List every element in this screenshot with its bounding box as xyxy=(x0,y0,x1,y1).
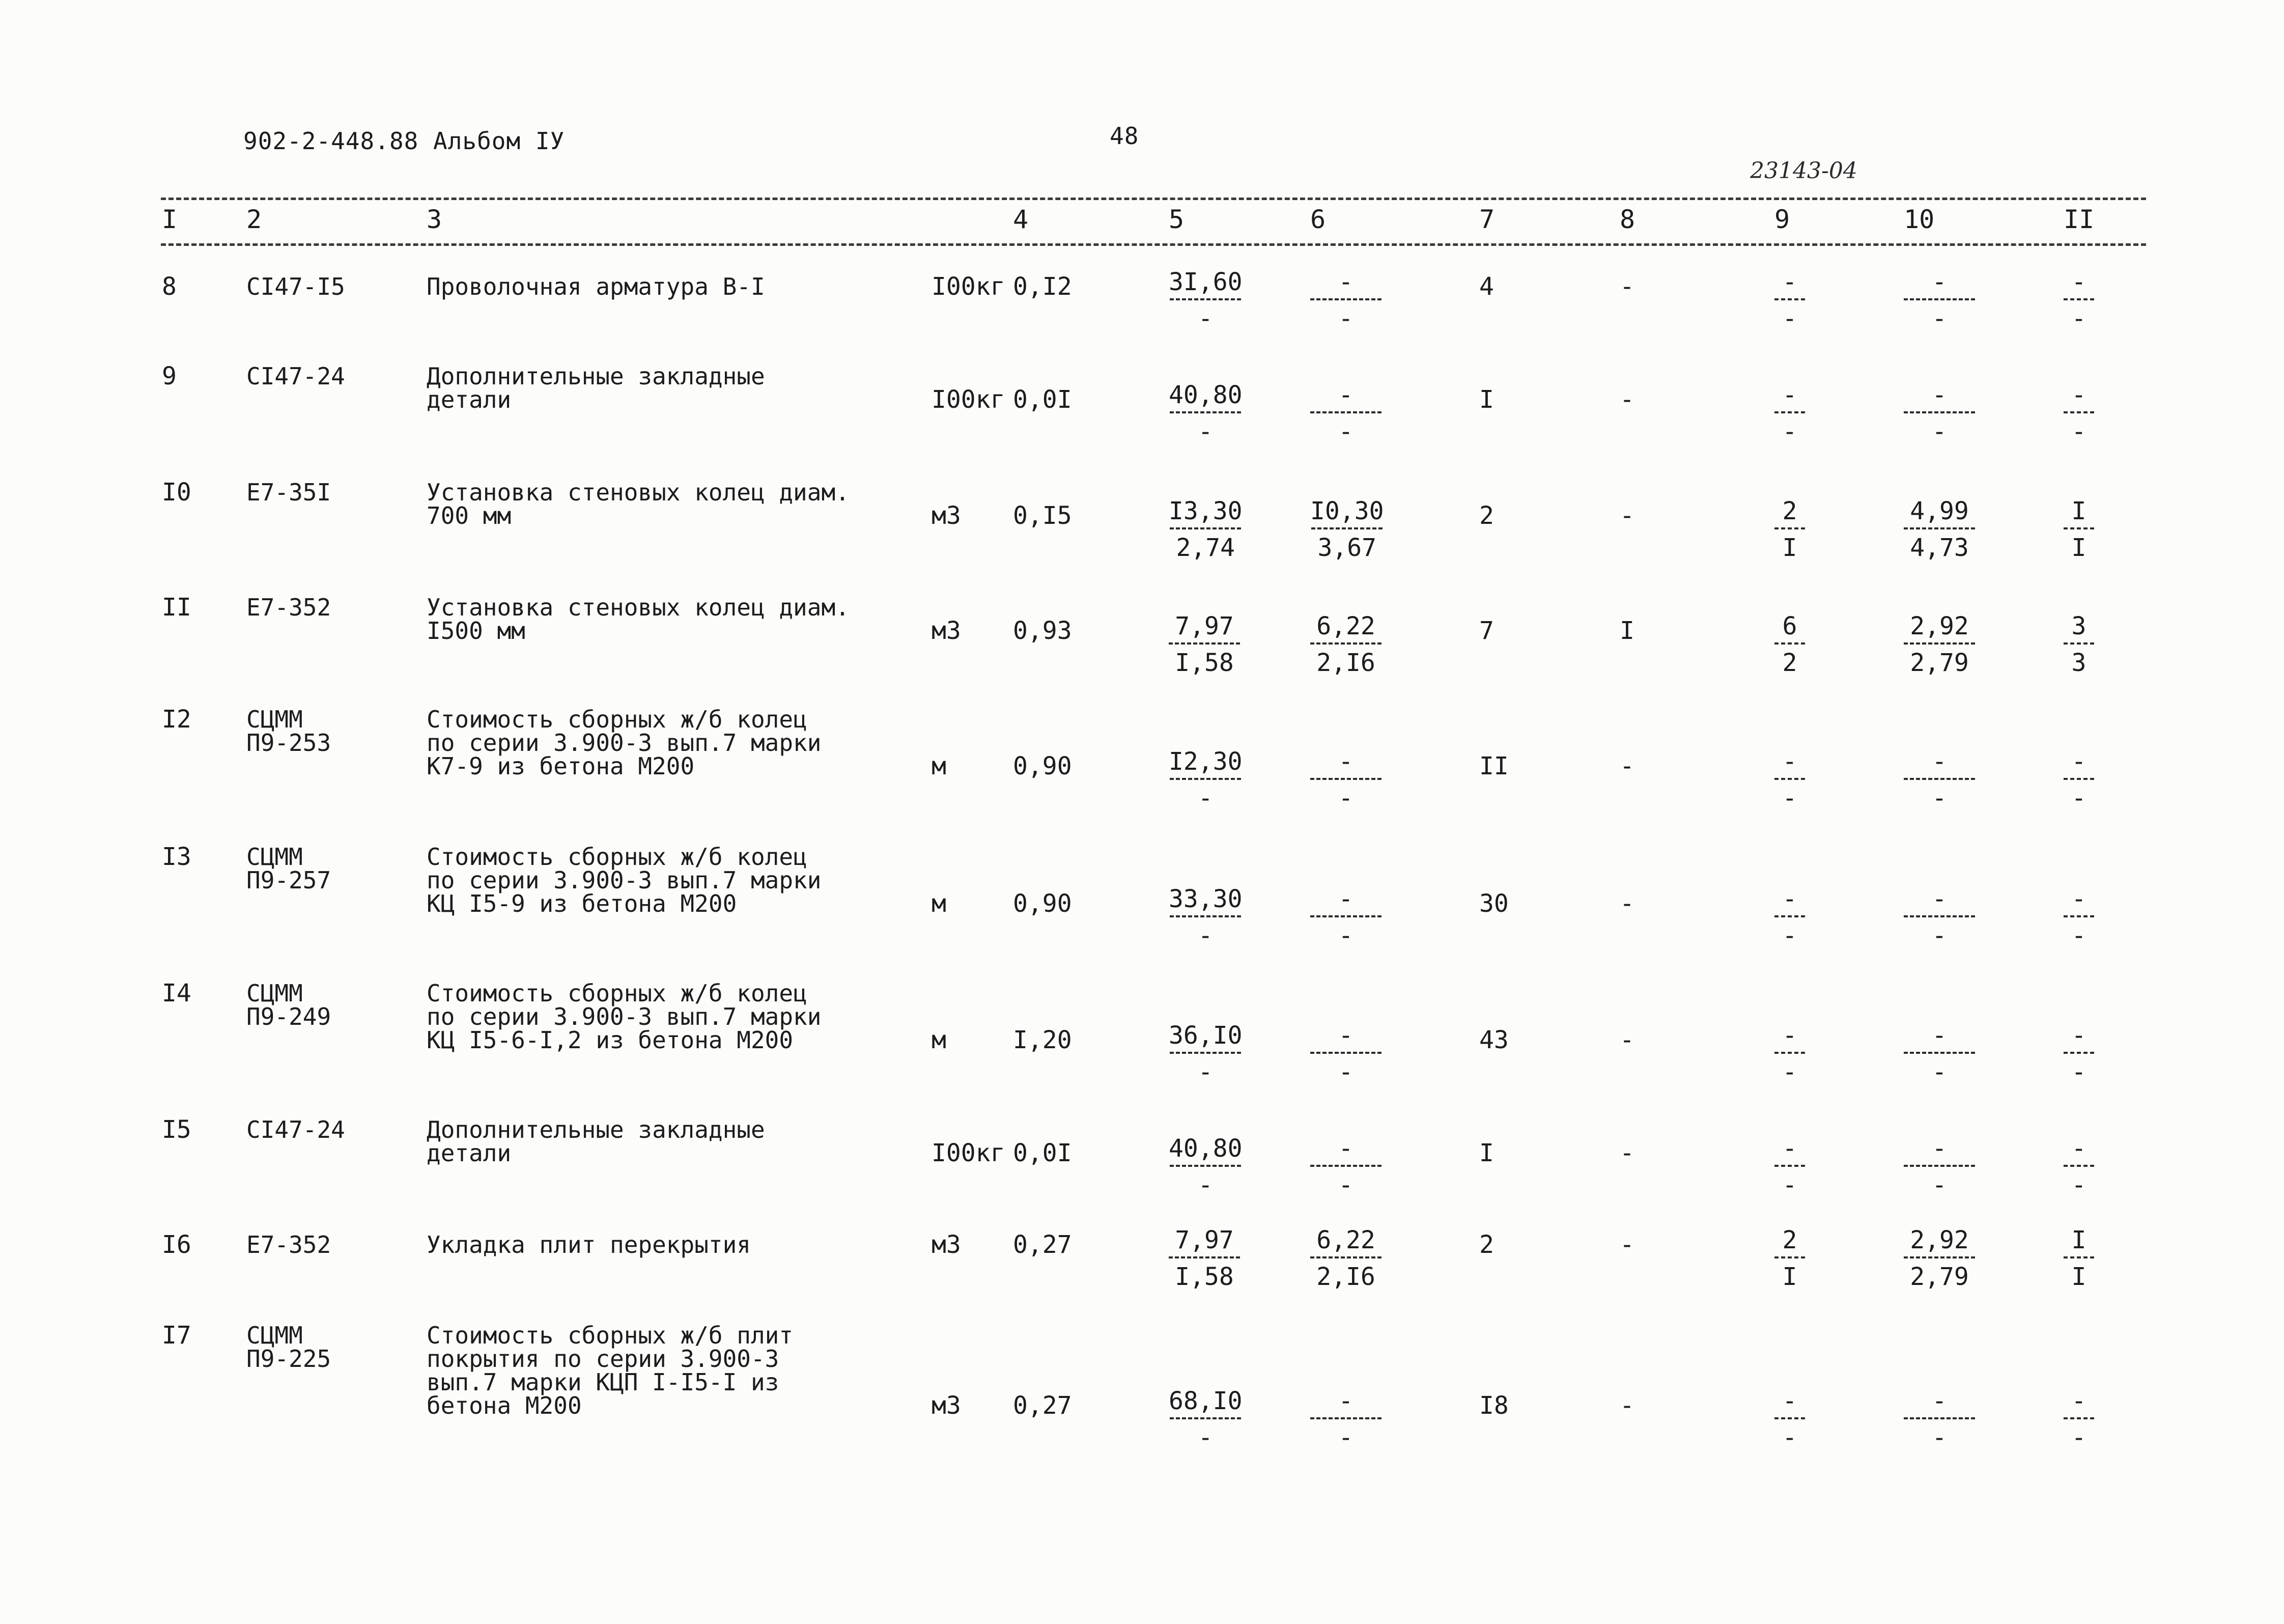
fraction-numerator: - xyxy=(1338,747,1354,776)
fraction-denominator: I xyxy=(1782,1263,1797,1291)
column-7-value: 7 xyxy=(1479,617,1494,645)
fraction-bar xyxy=(1904,778,1975,780)
fraction-cell-c11 xyxy=(2064,1135,2094,1198)
fraction-denominator: - xyxy=(1198,1171,1213,1199)
column-8-value: - xyxy=(1620,272,1634,301)
quantity: 0,27 xyxy=(1013,1391,1072,1420)
fraction-denominator: - xyxy=(1198,1423,1213,1452)
fraction-bar xyxy=(1310,642,1381,645)
fraction-denominator: - xyxy=(1338,784,1354,813)
fraction-bar xyxy=(1904,1165,1975,1167)
fraction-denominator: - xyxy=(1198,417,1213,446)
fraction-bar xyxy=(1310,778,1381,780)
fraction-cell-c6 xyxy=(1310,613,1381,676)
quantity: 0,90 xyxy=(1013,889,1072,918)
header-rule-bottom xyxy=(161,243,2146,246)
work-code: СЦММ П9-257 xyxy=(246,843,331,894)
fraction-bar xyxy=(1169,1256,1240,1258)
fraction-denominator: - xyxy=(1198,784,1213,813)
fraction-bar xyxy=(1170,778,1241,780)
fraction-denominator: - xyxy=(2071,417,2086,446)
unit-of-measure: I00кг xyxy=(932,385,1005,414)
fraction-bar xyxy=(1170,1417,1241,1419)
fraction-cell-c11 xyxy=(2064,613,2094,676)
row-number: I4 xyxy=(162,979,191,1007)
fraction-bar xyxy=(1904,1256,1975,1258)
quantity: 0,0I xyxy=(1013,1139,1072,1167)
fraction-cell-c6 xyxy=(1310,1388,1381,1451)
fraction-bar xyxy=(1170,298,1241,300)
column-8-value: - xyxy=(1620,1139,1634,1167)
unit-of-measure: м xyxy=(932,1026,946,1054)
fraction-bar xyxy=(1310,298,1381,300)
column-header-1: I xyxy=(162,205,178,234)
fraction-cell-c6 xyxy=(1310,1022,1381,1085)
fraction-denominator: - xyxy=(1932,417,1947,446)
fraction-cell-c11 xyxy=(2064,269,2094,332)
column-7-value: I xyxy=(1479,1139,1494,1167)
fraction-cell-c5 xyxy=(1169,1227,1240,1290)
handwritten-code: 23143-04 xyxy=(1750,158,1857,184)
column-8-value: - xyxy=(1620,889,1634,918)
work-description: Стоимость сборных ж/б колец по серии 3.900-3 вып.7 марки КЦ I5-6-I,2 из бетона М200 xyxy=(427,979,822,1054)
fraction-denominator: - xyxy=(1198,304,1213,333)
fraction-numerator: 68,I0 xyxy=(1169,1387,1243,1415)
work-description: Дополнительные закладные детали xyxy=(427,1116,765,1167)
fraction-numerator: 3 xyxy=(2071,612,2086,640)
fraction-numerator: 4,99 xyxy=(1910,497,1969,525)
column-header-8: 8 xyxy=(1620,205,1636,234)
fraction-bar xyxy=(2064,915,2094,917)
fraction-numerator: 2 xyxy=(1782,497,1797,525)
row-number: I6 xyxy=(162,1230,191,1259)
fraction-numerator: - xyxy=(1932,885,1947,913)
fraction-denominator: - xyxy=(1782,1058,1797,1086)
fraction-cell-c6 xyxy=(1310,886,1381,949)
fraction-bar xyxy=(1774,1165,1805,1167)
fraction-bar xyxy=(1774,642,1805,645)
fraction-denominator: - xyxy=(1338,1058,1354,1086)
work-code: Е7-352 xyxy=(246,594,331,621)
fraction-bar xyxy=(1310,1417,1381,1419)
fraction-denominator: - xyxy=(1198,1058,1213,1086)
fraction-denominator: - xyxy=(2071,1171,2086,1199)
fraction-cell-c9 xyxy=(1774,613,1805,676)
column-8-value: - xyxy=(1620,1391,1634,1420)
fraction-cell-c5 xyxy=(1169,1022,1243,1085)
fraction-bar xyxy=(1904,527,1975,529)
page-number: 48 xyxy=(1110,122,1139,150)
fraction-numerator: - xyxy=(1932,381,1947,409)
fraction-bar xyxy=(1774,298,1805,300)
fraction-denominator: 2,79 xyxy=(1910,1263,1969,1291)
column-header-11: II xyxy=(2064,205,2095,234)
column-7-value: 43 xyxy=(1479,1026,1509,1054)
fraction-denominator: 3,67 xyxy=(1317,534,1377,562)
fraction-denominator: - xyxy=(1198,921,1213,950)
fraction-denominator: - xyxy=(2071,1423,2086,1452)
work-code: СЦММ П9-253 xyxy=(246,706,331,757)
fraction-numerator: - xyxy=(1782,747,1797,776)
fraction-numerator: I2,30 xyxy=(1169,747,1243,776)
fraction-numerator: - xyxy=(1782,885,1797,913)
fraction-denominator: - xyxy=(1932,1171,1947,1199)
fraction-denominator: 2,79 xyxy=(1910,649,1969,677)
fraction-denominator: - xyxy=(1338,304,1354,333)
fraction-numerator: 33,30 xyxy=(1169,885,1243,913)
fraction-numerator: - xyxy=(1338,381,1354,409)
unit-of-measure: м3 xyxy=(932,617,961,645)
fraction-numerator: - xyxy=(1932,1021,1947,1050)
fraction-denominator: - xyxy=(1932,1423,1947,1452)
column-8-value: - xyxy=(1620,1026,1634,1054)
fraction-denominator: I,58 xyxy=(1175,1263,1234,1291)
work-code: СЦММ П9-225 xyxy=(246,1322,331,1373)
fraction-bar xyxy=(2064,1165,2094,1167)
fraction-cell-c9 xyxy=(1774,269,1805,332)
fraction-bar xyxy=(2064,298,2094,300)
fraction-numerator: 40,80 xyxy=(1169,1134,1243,1163)
fraction-bar xyxy=(1904,915,1975,917)
fraction-numerator: - xyxy=(2071,1134,2086,1163)
fraction-numerator: 6,22 xyxy=(1316,612,1375,640)
fraction-numerator: - xyxy=(1338,885,1354,913)
fraction-bar xyxy=(1774,411,1805,413)
column-7-value: I xyxy=(1479,385,1494,414)
fraction-denominator: - xyxy=(1932,921,1947,950)
fraction-bar xyxy=(2064,1417,2094,1419)
work-code: СЦММ П9-249 xyxy=(246,979,331,1030)
column-header-2: 2 xyxy=(246,205,262,234)
fraction-cell-c5 xyxy=(1169,498,1243,561)
fraction-numerator: - xyxy=(1338,1134,1354,1163)
fraction-numerator: 6 xyxy=(1782,612,1797,640)
fraction-cell-c9 xyxy=(1774,498,1805,561)
fraction-bar xyxy=(2064,1256,2094,1258)
quantity: 0,27 xyxy=(1013,1230,1072,1259)
fraction-cell-c6 xyxy=(1310,498,1384,561)
fraction-numerator: I0,30 xyxy=(1310,497,1384,525)
fraction-denominator: - xyxy=(1782,1423,1797,1452)
fraction-denominator: - xyxy=(1782,1171,1797,1199)
fraction-numerator: - xyxy=(2071,268,2086,296)
fraction-numerator: 40,80 xyxy=(1169,381,1243,409)
fraction-bar xyxy=(1170,1165,1241,1167)
column-8-value: - xyxy=(1620,752,1634,780)
fraction-numerator: 2,92 xyxy=(1910,612,1969,640)
fraction-bar xyxy=(2064,642,2094,645)
work-description: Стоимость сборных ж/б плит покрытия по серии 3.900-3 вып.7 марки КЦП I-I5-I из бетона М200 xyxy=(427,1322,794,1419)
fraction-cell-c5 xyxy=(1169,1135,1243,1198)
fraction-denominator: - xyxy=(2071,784,2086,813)
column-8-value: I xyxy=(1620,617,1634,645)
fraction-numerator: 2,92 xyxy=(1910,1226,1969,1254)
column-7-value: 30 xyxy=(1479,889,1509,918)
fraction-denominator: 2,I6 xyxy=(1316,1263,1375,1291)
fraction-cell-c10 xyxy=(1904,1135,1975,1198)
fraction-cell-c10 xyxy=(1904,613,1975,676)
unit-of-measure: м3 xyxy=(932,1391,961,1420)
unit-of-measure: I00кг xyxy=(932,1139,1005,1167)
fraction-cell-c6 xyxy=(1310,748,1381,811)
quantity: 0,93 xyxy=(1013,617,1072,645)
fraction-cell-c9 xyxy=(1774,1135,1805,1198)
quantity: 0,I5 xyxy=(1013,501,1072,530)
unit-of-measure: м3 xyxy=(932,501,961,530)
work-description: Дополнительные закладные детали xyxy=(427,362,765,413)
fraction-denominator: I xyxy=(1782,534,1797,562)
fraction-cell-c11 xyxy=(2064,382,2094,445)
fraction-cell-c11 xyxy=(2064,886,2094,949)
fraction-bar xyxy=(1169,642,1240,645)
unit-of-measure: м3 xyxy=(932,1230,961,1259)
fraction-denominator: 2,I6 xyxy=(1316,649,1375,677)
fraction-denominator: - xyxy=(1932,784,1947,813)
fraction-numerator: - xyxy=(2071,1387,2086,1415)
fraction-numerator: - xyxy=(1782,1387,1797,1415)
column-header-6: 6 xyxy=(1310,205,1326,234)
fraction-cell-c11 xyxy=(2064,1227,2094,1290)
fraction-cell-c11 xyxy=(2064,498,2094,561)
fraction-bar xyxy=(1904,1417,1975,1419)
work-code: Е7-352 xyxy=(246,1231,331,1258)
fraction-denominator: 2 xyxy=(1782,649,1797,677)
fraction-denominator: - xyxy=(1932,1058,1947,1086)
column-header-9: 9 xyxy=(1774,205,1790,234)
fraction-bar xyxy=(2064,1052,2094,1054)
quantity: 0,90 xyxy=(1013,752,1072,780)
fraction-denominator: 2,74 xyxy=(1176,534,1235,562)
fraction-denominator: - xyxy=(1782,784,1797,813)
column-8-value: - xyxy=(1620,1230,1634,1259)
fraction-cell-c9 xyxy=(1774,1227,1805,1290)
fraction-denominator: - xyxy=(1782,417,1797,446)
fraction-cell-c10 xyxy=(1904,269,1975,332)
fraction-cell-c9 xyxy=(1774,382,1805,445)
fraction-cell-c6 xyxy=(1310,1227,1381,1290)
work-code: СI47-I5 xyxy=(246,273,345,300)
fraction-bar xyxy=(1904,298,1975,300)
column-header-3: 3 xyxy=(427,205,442,234)
document-reference: 902-2-448.88 Альбом IУ xyxy=(243,127,565,155)
fraction-bar xyxy=(1774,778,1805,780)
row-number: I7 xyxy=(162,1321,191,1350)
work-description: Стоимость сборных ж/б колец по серии 3.900-3 вып.7 марки К7-9 из бетона М200 xyxy=(427,706,822,780)
fraction-numerator: - xyxy=(1338,1387,1354,1415)
header-rule-top xyxy=(161,198,2146,200)
work-description: Стоимость сборных ж/б колец по серии 3.900-3 вып.7 марки КЦ I5-9 из бетона М200 xyxy=(427,843,822,917)
row-number: I5 xyxy=(162,1115,191,1144)
fraction-cell-c5 xyxy=(1169,886,1243,949)
fraction-bar xyxy=(1170,411,1241,413)
work-description: Проволочная арматура В-I xyxy=(427,273,765,300)
fraction-cell-c5 xyxy=(1169,382,1243,445)
fraction-cell-c9 xyxy=(1774,1388,1805,1451)
fraction-cell-c5 xyxy=(1169,613,1240,676)
fraction-bar xyxy=(1774,915,1805,917)
fraction-denominator: - xyxy=(1782,921,1797,950)
fraction-numerator: I3,30 xyxy=(1169,497,1243,525)
fraction-bar xyxy=(1774,527,1805,529)
column-8-value: - xyxy=(1620,385,1634,414)
fraction-numerator: - xyxy=(1782,1134,1797,1163)
fraction-numerator: - xyxy=(1782,1021,1797,1050)
fraction-numerator: I xyxy=(2071,1226,2086,1254)
quantity: 0,0I xyxy=(1013,385,1072,414)
work-description: Укладка плит перекрытия xyxy=(427,1231,751,1258)
column-7-value: I8 xyxy=(1479,1391,1509,1420)
row-number: I2 xyxy=(162,705,191,734)
unit-of-measure: I00кг xyxy=(932,272,1005,301)
fraction-numerator: - xyxy=(2071,885,2086,913)
fraction-cell-c5 xyxy=(1169,269,1243,332)
fraction-numerator: 6,22 xyxy=(1316,1226,1375,1254)
fraction-cell-c11 xyxy=(2064,748,2094,811)
fraction-denominator: I xyxy=(2071,1263,2086,1291)
fraction-cell-c11 xyxy=(2064,1388,2094,1451)
column-8-value: - xyxy=(1620,501,1634,530)
fraction-bar xyxy=(1904,1052,1975,1054)
fraction-bar xyxy=(1170,1052,1241,1054)
quantity: I,20 xyxy=(1013,1026,1072,1054)
fraction-bar xyxy=(1311,527,1383,529)
fraction-numerator: I xyxy=(2071,497,2086,525)
fraction-cell-c10 xyxy=(1904,748,1975,811)
fraction-cell-c6 xyxy=(1310,1135,1381,1198)
fraction-bar xyxy=(2064,778,2094,780)
fraction-numerator: - xyxy=(1782,268,1797,296)
fraction-numerator: - xyxy=(1782,381,1797,409)
fraction-numerator: 2 xyxy=(1782,1226,1797,1254)
column-header-10: 10 xyxy=(1904,205,1935,234)
work-code: СI47-24 xyxy=(246,362,345,390)
work-description: Установка стеновых колец диам. I500 мм xyxy=(427,594,850,645)
fraction-cell-c5 xyxy=(1169,748,1243,811)
work-description: Установка стеновых колец диам. 700 мм xyxy=(427,479,850,529)
fraction-cell-c10 xyxy=(1904,382,1975,445)
fraction-cell-c11 xyxy=(2064,1022,2094,1085)
fraction-cell-c10 xyxy=(1904,1388,1975,1451)
row-number: 8 xyxy=(162,272,177,301)
fraction-denominator: - xyxy=(1338,1423,1354,1452)
fraction-denominator: - xyxy=(2071,921,2086,950)
fraction-numerator: - xyxy=(2071,747,2086,776)
fraction-numerator: - xyxy=(2071,381,2086,409)
fraction-cell-c10 xyxy=(1904,1022,1975,1085)
fraction-numerator: 36,I0 xyxy=(1169,1021,1243,1050)
fraction-bar xyxy=(1310,915,1381,917)
work-code: Е7-35I xyxy=(246,479,331,506)
fraction-numerator: - xyxy=(1338,1021,1354,1050)
fraction-cell-c9 xyxy=(1774,1022,1805,1085)
quantity: 0,I2 xyxy=(1013,272,1072,301)
fraction-denominator: I xyxy=(2071,534,2086,562)
fraction-cell-c9 xyxy=(1774,748,1805,811)
fraction-bar xyxy=(2064,411,2094,413)
fraction-denominator: - xyxy=(2071,1058,2086,1086)
fraction-numerator: - xyxy=(1338,268,1354,296)
column-7-value: 2 xyxy=(1479,501,1494,530)
fraction-bar xyxy=(1904,642,1975,645)
column-header-7: 7 xyxy=(1479,205,1495,234)
row-number: I3 xyxy=(162,843,191,871)
column-header-4: 4 xyxy=(1013,205,1029,234)
fraction-numerator: 7,97 xyxy=(1175,1226,1234,1254)
fraction-bar xyxy=(1904,411,1975,413)
fraction-denominator: - xyxy=(1932,304,1947,333)
fraction-bar xyxy=(1774,1417,1805,1419)
fraction-denominator: - xyxy=(1782,304,1797,333)
fraction-cell-c5 xyxy=(1169,1388,1243,1451)
fraction-denominator: 3 xyxy=(2071,649,2086,677)
fraction-bar xyxy=(1310,1052,1381,1054)
fraction-cell-c10 xyxy=(1904,498,1975,561)
column-7-value: 2 xyxy=(1479,1230,1494,1259)
fraction-cell-c6 xyxy=(1310,382,1381,445)
fraction-cell-c6 xyxy=(1310,269,1381,332)
row-number: I0 xyxy=(162,478,191,507)
fraction-denominator: - xyxy=(1338,1171,1354,1199)
fraction-denominator: - xyxy=(2071,304,2086,333)
fraction-bar xyxy=(1310,411,1381,413)
column-7-value: 4 xyxy=(1479,272,1494,301)
unit-of-measure: м xyxy=(932,889,946,918)
fraction-bar xyxy=(1774,1256,1805,1258)
fraction-cell-c10 xyxy=(1904,1227,1975,1290)
fraction-numerator: 3I,60 xyxy=(1169,268,1243,296)
fraction-bar xyxy=(1170,915,1241,917)
fraction-denominator: 4,73 xyxy=(1910,534,1969,562)
fraction-numerator: 7,97 xyxy=(1175,612,1234,640)
fraction-numerator: - xyxy=(1932,1134,1947,1163)
fraction-bar xyxy=(1310,1256,1381,1258)
work-code: СI47-24 xyxy=(246,1116,345,1143)
fraction-numerator: - xyxy=(1932,747,1947,776)
fraction-numerator: - xyxy=(1932,1387,1947,1415)
fraction-denominator: - xyxy=(1338,921,1354,950)
fraction-cell-c9 xyxy=(1774,886,1805,949)
fraction-numerator: - xyxy=(1932,268,1947,296)
fraction-bar xyxy=(1310,1165,1381,1167)
fraction-bar xyxy=(1170,527,1241,529)
fraction-denominator: - xyxy=(1338,417,1354,446)
fraction-denominator: I,58 xyxy=(1175,649,1234,677)
column-header-5: 5 xyxy=(1169,205,1185,234)
row-number: 9 xyxy=(162,362,177,390)
column-7-value: II xyxy=(1479,752,1509,780)
fraction-numerator: - xyxy=(2071,1021,2086,1050)
fraction-bar xyxy=(2064,527,2094,529)
fraction-bar xyxy=(1774,1052,1805,1054)
unit-of-measure: м xyxy=(932,752,946,780)
row-number: II xyxy=(162,593,191,622)
fraction-cell-c10 xyxy=(1904,886,1975,949)
